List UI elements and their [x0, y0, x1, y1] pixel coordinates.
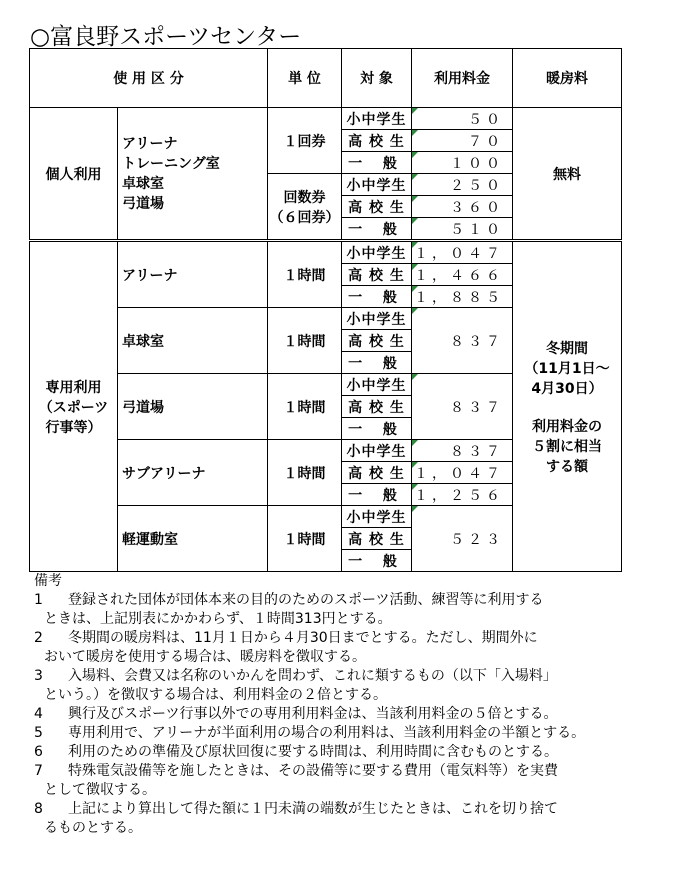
- target-cell: 小中学生: [342, 174, 412, 196]
- fee-cell: ２５０: [412, 174, 513, 196]
- fee-cell: ８３７: [412, 308, 513, 374]
- heating-line: ５割に相当: [532, 438, 602, 455]
- header-heating: 暖房料: [513, 49, 622, 108]
- target-cell: 小中学生: [342, 440, 412, 462]
- unit-multi: [268, 174, 342, 241]
- target-cell: 一 般: [342, 286, 412, 308]
- heating-line: 利用料金の: [532, 418, 602, 435]
- heating-line: 冬期間: [546, 340, 588, 357]
- target-cell: 一 般: [342, 418, 412, 440]
- exclusive-facility: 軽運動室: [118, 506, 268, 572]
- note-number: 1: [34, 592, 43, 608]
- note-line: 入場料、会費又は名称のいかんを問わず、これに類するもの（以下「入場料」: [54, 668, 557, 684]
- note-item: [34, 705, 664, 724]
- note-number: 4: [34, 706, 43, 722]
- fee-cell: ７０: [412, 130, 513, 152]
- note-line: という。）を徴収する場合は、利用料金の２倍とする。: [44, 687, 387, 703]
- target-cell: 一 般: [342, 550, 412, 572]
- exclusive-facility: アリーナ: [118, 241, 268, 308]
- note-line: 興行及びスポーツ行事以外での専用利用料金は、当該利用料金の５倍とする。: [54, 706, 558, 722]
- note-item: [34, 591, 664, 629]
- target-cell: 小中学生: [342, 308, 412, 330]
- fee-cell: １，０４７: [412, 462, 513, 484]
- target-cell: 一 般: [342, 218, 412, 241]
- fee-cell: ５２３: [412, 506, 513, 572]
- unit-single: １回券: [268, 108, 342, 174]
- unit-multi-line2: （６回券）: [269, 209, 340, 226]
- notes-title: 備考: [34, 573, 62, 589]
- fee-cell: １，２５６: [412, 484, 513, 506]
- exclusive-label-line1: 専用利用: [45, 379, 102, 396]
- facility-training: トレーニング室: [122, 155, 220, 172]
- note-line: ときは、上記別表にかかわらず、１時間313円とする。: [44, 611, 392, 627]
- note-number: 8: [34, 801, 43, 817]
- target-cell: 高 校 生: [342, 130, 412, 152]
- heating-line: （11月1日～: [524, 360, 610, 377]
- fee-cell: １，８８５: [412, 286, 513, 308]
- unit-hour: １時間: [268, 308, 342, 374]
- note-line: として徴収する。: [44, 782, 156, 798]
- note-item: [34, 629, 664, 667]
- note-number: 2: [34, 630, 43, 646]
- note-line: 特殊電気設備等を施したときは、その設備等に要する費用（電気料等）を実費: [54, 763, 558, 779]
- note-number: 7: [34, 763, 43, 779]
- unit-hour: １時間: [268, 506, 342, 572]
- exclusive-heating: [513, 241, 622, 572]
- note-line: 利用のための準備及び原状回復に要する時間は、利用時間に含むものとする。: [54, 744, 558, 760]
- fee-cell: １，０４７: [412, 241, 513, 264]
- personal-heating: 無料: [513, 108, 622, 241]
- unit-hour: １時間: [268, 440, 342, 506]
- note-number: 5: [34, 725, 43, 741]
- note-number: 6: [34, 744, 43, 760]
- heating-line: [513, 398, 621, 416]
- unit-hour: １時間: [268, 241, 342, 308]
- note-line: るものとする。: [44, 820, 142, 836]
- personal-label: 個人利用: [30, 108, 118, 241]
- note-item: [34, 724, 664, 743]
- note-line: 冬期間の暖房料は、11月１日から４月30日までとする。ただし、期間外に: [54, 630, 538, 646]
- fee-cell: １００: [412, 152, 513, 174]
- personal-facilities: [118, 108, 268, 241]
- target-cell: 高 校 生: [342, 264, 412, 286]
- note-line: 登録された団体が団体本来の目的のためのスポーツ活動、練習等に利用する: [54, 592, 544, 608]
- target-cell: 一 般: [342, 352, 412, 374]
- target-cell: 高 校 生: [342, 528, 412, 550]
- unit-multi-line1: 回数券: [283, 189, 326, 206]
- facility-archery: 弓道場: [122, 195, 164, 212]
- target-cell: 小中学生: [342, 108, 412, 130]
- fee-cell: ３６０: [412, 196, 513, 218]
- header-target: 対 象: [342, 49, 412, 108]
- heating-line: 4月30日）: [531, 380, 603, 397]
- notes-section: [34, 572, 664, 838]
- note-number: 3: [34, 668, 43, 684]
- target-cell: 高 校 生: [342, 196, 412, 218]
- target-cell: 小中学生: [342, 506, 412, 528]
- exclusive-label-line3: 行事等）: [45, 419, 102, 436]
- note-item: [34, 762, 664, 800]
- note-line: 上記により算出して得た額に１円未満の端数が生じたときは、これを切り捨て: [54, 801, 558, 817]
- note-item: [34, 800, 664, 838]
- target-cell: 小中学生: [342, 374, 412, 396]
- target-cell: 一 般: [342, 152, 412, 174]
- unit-hour: １時間: [268, 374, 342, 440]
- exclusive-facility: 弓道場: [118, 374, 268, 440]
- facility-tabletennis: 卓球室: [122, 175, 164, 192]
- target-cell: 小中学生: [342, 241, 412, 264]
- page-title: ○富良野スポーツセンター: [30, 24, 302, 50]
- target-cell: 高 校 生: [342, 462, 412, 484]
- note-line: おいて暖房を使用する場合は、暖房料を徴収する。: [44, 649, 366, 665]
- fee-table: [29, 48, 622, 572]
- fee-cell: ５１０: [412, 218, 513, 241]
- header-row: [30, 49, 622, 108]
- exclusive-facility: サブアリーナ: [118, 440, 268, 506]
- fee-cell: １，４６６: [412, 264, 513, 286]
- note-line: 専用利用で、アリーナが半面利用の場合の利用料は、当該利用料金の半額とする。: [54, 725, 586, 741]
- note-item: [34, 743, 664, 762]
- note-item: [34, 667, 664, 705]
- exclusive-label: [30, 241, 118, 572]
- target-cell: 高 校 生: [342, 396, 412, 418]
- heating-line: する額: [546, 458, 588, 475]
- header-use: 使 用 区 分: [30, 49, 268, 108]
- header-fee: 利用料金: [412, 49, 513, 108]
- fee-cell: ５０: [412, 108, 513, 130]
- target-cell: 高 校 生: [342, 330, 412, 352]
- exclusive-label-line2: （スポーツ: [38, 399, 109, 416]
- facility-arena: アリーナ: [122, 135, 178, 152]
- fee-cell: ８３７: [412, 440, 513, 462]
- target-cell: 一 般: [342, 484, 412, 506]
- fee-cell: ８３７: [412, 374, 513, 440]
- header-unit: 単 位: [268, 49, 342, 108]
- exclusive-facility: 卓球室: [118, 308, 268, 374]
